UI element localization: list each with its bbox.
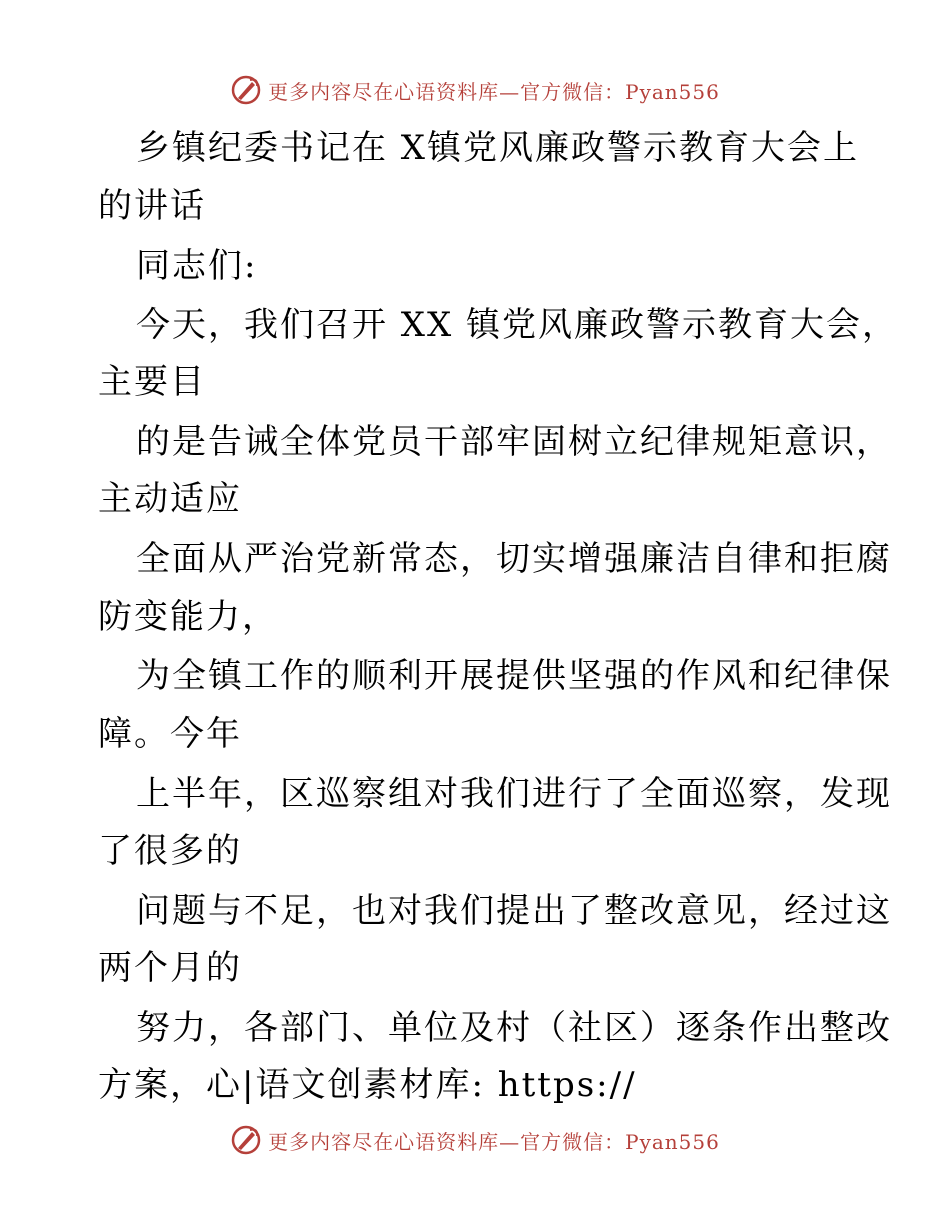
paragraph-line: 障。今年 (98, 714, 242, 754)
paragraph-line: 防变能力， (98, 597, 278, 637)
paragraph-line: 方案，心|语文创素材库: https:// (98, 1065, 637, 1105)
paragraph-line: 为全镇工作的顺利开展提供坚强的作风和纪律保 (136, 656, 892, 696)
footer-watermark-text: 更多内容尽在心语资料库—官方微信：Pyan556 (268, 1129, 720, 1154)
title-line-2: 的讲话 (98, 186, 206, 226)
header-watermark-text: 更多内容尽在心语资料库—官方微信：Pyan556 (268, 79, 720, 104)
paragraph-line: 问题与不足，也对我们提出了整改意见，经过这 (136, 891, 892, 931)
paragraph-line: 主要目 (98, 362, 206, 402)
paragraph-line: 主动适应 (98, 479, 242, 519)
paragraph-line: 了很多的 (98, 831, 242, 871)
footer-watermark-banner (0, 1120, 950, 1160)
paragraph-line: 两个月的 (98, 948, 242, 988)
paragraph-line: 全面从严治党新常态，切实增强廉洁自律和拒腐 (136, 539, 892, 579)
paragraph-line: 努力，各部门、单位及村（社区）逐条作出整改 (136, 1008, 892, 1048)
title-line-1: 乡镇纪委书记在 X镇党风廉政警示教育大会上 (136, 128, 860, 168)
salutation: 同志们: (136, 246, 258, 286)
paragraph-line: 今天，我们召开 XX 镇党风廉政警示教育大会， (136, 305, 899, 345)
paragraph-line: 的是告诫全体党员干部牢固树立纪律规矩意识， (136, 422, 892, 462)
paragraph-line: 上半年，区巡察组对我们进行了全面巡察，发现 (136, 774, 892, 814)
quill-logo-icon (230, 1124, 262, 1156)
